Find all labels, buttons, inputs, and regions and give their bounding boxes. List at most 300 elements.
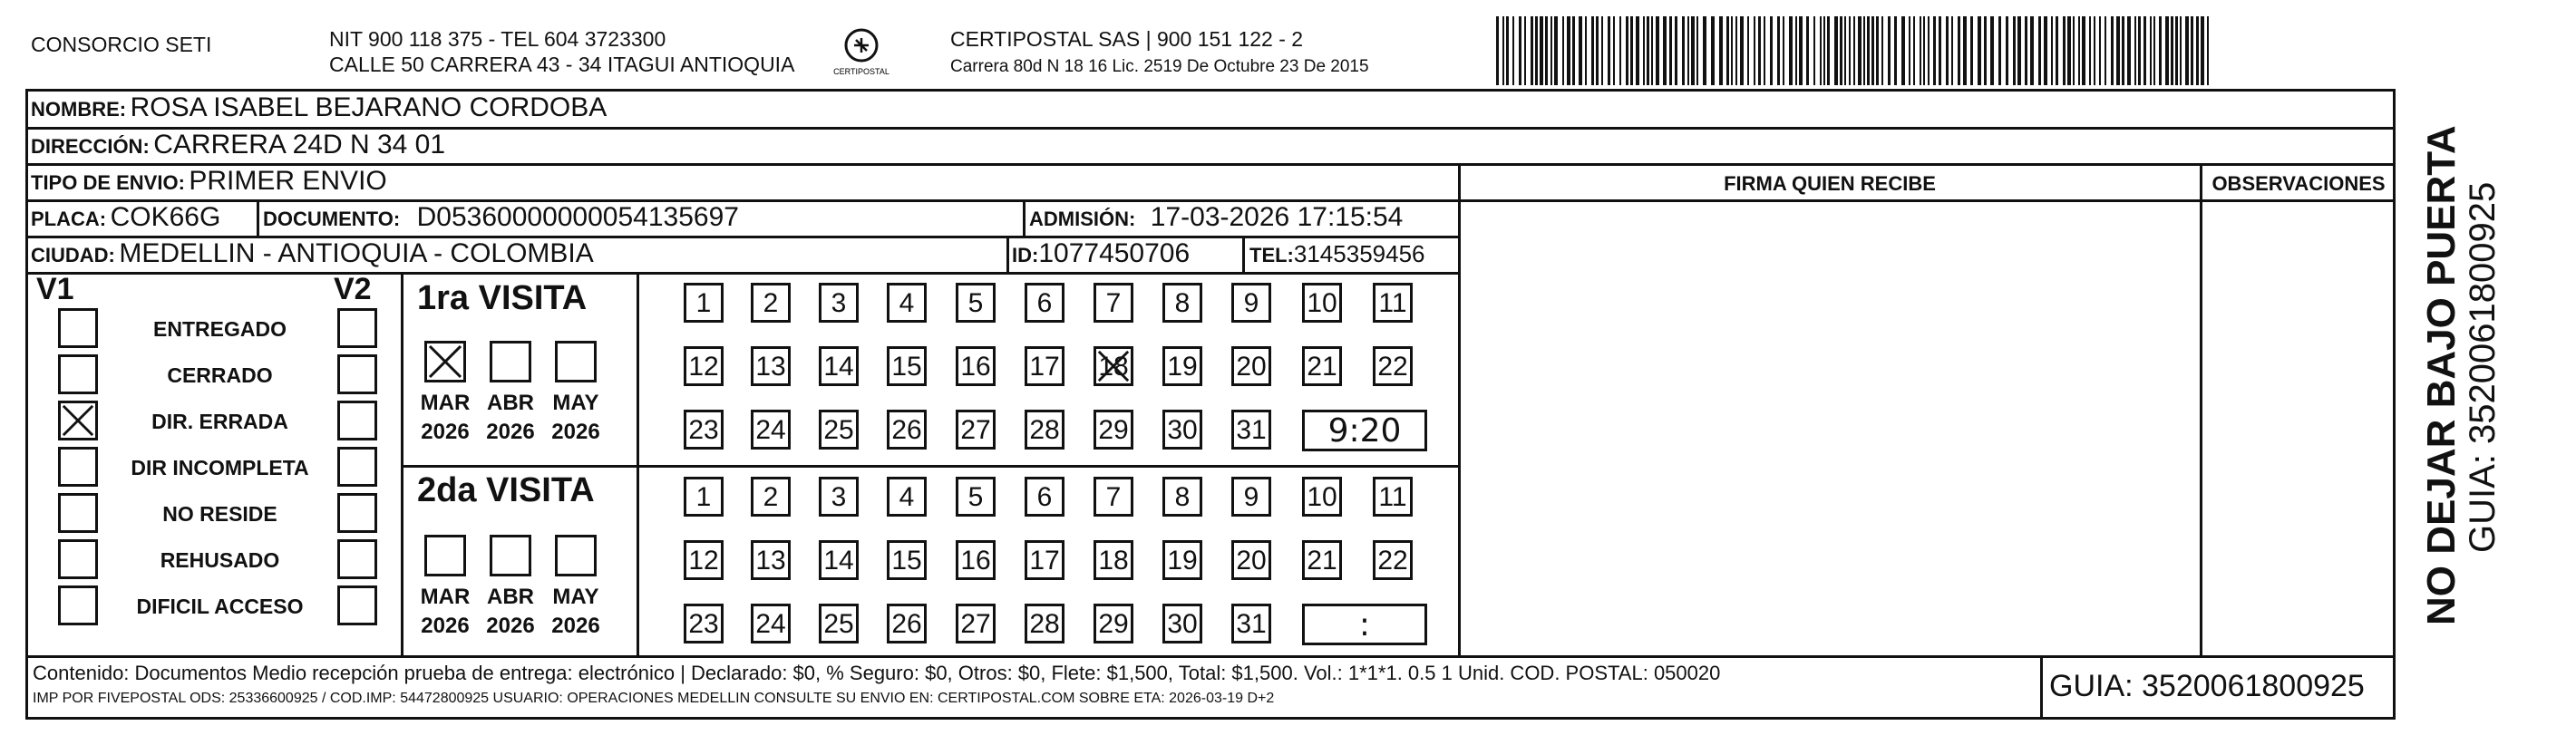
day-checkbox[interactable] bbox=[1373, 283, 1413, 323]
day-checkbox[interactable] bbox=[1025, 604, 1064, 643]
v1-label: V1 bbox=[36, 272, 74, 306]
barcode-bar bbox=[1963, 16, 1967, 85]
documento-label: DOCUMENTO: bbox=[263, 208, 401, 230]
barcode-bar bbox=[1849, 16, 1851, 85]
day-checkbox[interactable] bbox=[887, 604, 927, 643]
day-label: 31 bbox=[1236, 415, 1267, 445]
barcode-bar bbox=[1626, 16, 1628, 85]
barcode-bar bbox=[1881, 16, 1883, 85]
day-checkbox[interactable] bbox=[1231, 477, 1271, 517]
direccion-label: DIRECCIÓN: bbox=[31, 135, 150, 158]
barcode-bar bbox=[2196, 16, 2199, 85]
day-checkbox[interactable] bbox=[819, 604, 859, 643]
day-checkbox[interactable] bbox=[684, 410, 724, 450]
barcode-bar bbox=[1643, 16, 1645, 85]
day-label: 9 bbox=[1243, 482, 1259, 512]
barcode-bar bbox=[2099, 16, 2101, 85]
month-label: MAY bbox=[552, 585, 599, 609]
day-checkbox[interactable] bbox=[1094, 410, 1133, 450]
month-checkbox[interactable] bbox=[490, 341, 531, 382]
day-checkbox[interactable] bbox=[1162, 477, 1202, 517]
barcode-bar bbox=[1579, 16, 1582, 85]
day-label: 2 bbox=[763, 288, 779, 318]
day-checkbox[interactable] bbox=[1162, 540, 1202, 580]
v2-checkbox[interactable] bbox=[337, 401, 377, 440]
v1-checkbox[interactable] bbox=[58, 539, 98, 579]
day-checkbox[interactable] bbox=[956, 283, 996, 323]
barcode-bar bbox=[2138, 16, 2141, 85]
v2-checkbox[interactable] bbox=[337, 447, 377, 487]
month-checkbox[interactable] bbox=[424, 535, 466, 576]
v2-checkbox[interactable] bbox=[337, 539, 377, 579]
certipostal-line: CERTIPOSTAL SAS | 900 151 122 - 2 bbox=[950, 27, 1304, 51]
barcode-bar bbox=[2122, 16, 2124, 85]
barcode-bar bbox=[1506, 16, 1509, 85]
barcode-bar bbox=[2056, 16, 2058, 85]
day-label: 29 bbox=[1098, 609, 1129, 639]
v2-checkbox[interactable] bbox=[337, 585, 377, 625]
barcode-bar bbox=[1939, 16, 1941, 85]
v2-label: V2 bbox=[334, 272, 372, 306]
day-label: 6 bbox=[1036, 288, 1053, 318]
day-label: 20 bbox=[1236, 546, 1267, 576]
v1-checkbox[interactable] bbox=[58, 354, 98, 394]
barcode-bar bbox=[2089, 16, 2091, 85]
barcode-bar bbox=[1970, 16, 1973, 85]
barcode-bar bbox=[1726, 16, 1729, 85]
barcode-bar bbox=[1636, 16, 1639, 85]
year-label: 2026 bbox=[421, 614, 470, 638]
barcode-bar bbox=[1827, 16, 1830, 85]
day-label: 8 bbox=[1174, 482, 1191, 512]
month-label: MAR bbox=[420, 585, 471, 609]
barcode-bar bbox=[1913, 16, 1915, 85]
barcode-bar bbox=[1813, 16, 1815, 85]
day-checkbox[interactable] bbox=[1162, 410, 1202, 450]
barcode-bar bbox=[2134, 16, 2136, 85]
day-label: 3 bbox=[831, 288, 847, 318]
barcode-bar bbox=[1554, 16, 1558, 85]
day-label: 12 bbox=[688, 546, 719, 576]
day-label: 8 bbox=[1174, 288, 1191, 318]
barcode-bar bbox=[2207, 16, 2209, 85]
day-checkbox[interactable] bbox=[1373, 477, 1413, 517]
day-label: 4 bbox=[899, 482, 915, 512]
day-checkbox[interactable] bbox=[1373, 346, 1413, 386]
day-checkbox[interactable] bbox=[1094, 346, 1133, 386]
barcode-bar bbox=[1840, 16, 1842, 85]
id-label: ID: bbox=[1012, 244, 1039, 266]
barcode-bar bbox=[1596, 16, 1599, 85]
day-label: 19 bbox=[1167, 546, 1198, 576]
barcode-bar bbox=[1572, 16, 1575, 85]
barcode-bar bbox=[1871, 16, 1874, 85]
day-label: 27 bbox=[960, 609, 991, 639]
barcode-bar bbox=[2017, 16, 2021, 85]
day-checkbox[interactable] bbox=[1231, 346, 1271, 386]
v1-checkbox[interactable] bbox=[58, 447, 98, 487]
barcode-bar bbox=[2143, 16, 2146, 85]
day-checkbox[interactable] bbox=[684, 540, 724, 580]
status-label: DIR. ERRADA bbox=[151, 410, 288, 433]
day-checkbox[interactable] bbox=[751, 604, 791, 643]
day-label: 24 bbox=[755, 415, 786, 445]
day-checkbox[interactable] bbox=[1231, 604, 1271, 643]
barcode-bar bbox=[2175, 16, 2178, 85]
address-line: CALLE 50 CARRERA 43 - 34 ITAGUI ANTIOQUIA bbox=[329, 53, 795, 76]
barcode-bar bbox=[1853, 16, 1855, 85]
day-checkbox[interactable] bbox=[887, 283, 927, 323]
day-checkbox[interactable] bbox=[1162, 346, 1202, 386]
day-label: 19 bbox=[1167, 352, 1198, 382]
v2-checkbox[interactable] bbox=[337, 308, 377, 348]
day-checkbox[interactable] bbox=[887, 540, 927, 580]
barcode-bar bbox=[2078, 16, 2080, 85]
barcode-bar bbox=[2030, 16, 2034, 85]
day-label: 10 bbox=[1307, 288, 1337, 318]
barcode-bar bbox=[1675, 16, 1677, 85]
day-label: 28 bbox=[1029, 415, 1060, 445]
day-label: 15 bbox=[891, 546, 922, 576]
year-label: 2026 bbox=[486, 420, 535, 444]
day-checkbox[interactable] bbox=[684, 477, 724, 517]
company-name: CONSORCIO SETI bbox=[31, 33, 212, 56]
barcode-bar bbox=[1696, 16, 1698, 85]
barcode-bar bbox=[1691, 16, 1695, 85]
day-checkbox[interactable] bbox=[1302, 540, 1342, 580]
day-checkbox[interactable] bbox=[819, 410, 859, 450]
barcode-bar bbox=[1669, 16, 1672, 85]
day-checkbox[interactable] bbox=[956, 540, 996, 580]
barcode-bar bbox=[2116, 16, 2120, 85]
barcode-bar bbox=[2191, 16, 2193, 85]
day-checkbox[interactable] bbox=[819, 346, 859, 386]
day-checkbox[interactable] bbox=[751, 477, 791, 517]
month-checkbox[interactable] bbox=[490, 535, 531, 576]
day-label: 24 bbox=[755, 609, 786, 639]
day-checkbox[interactable] bbox=[887, 346, 927, 386]
year-label: 2026 bbox=[551, 614, 600, 638]
barcode-bar bbox=[1920, 16, 1921, 85]
day-checkbox[interactable] bbox=[1162, 604, 1202, 643]
barcode-bar bbox=[1608, 16, 1610, 85]
visit2-title: 2da VISITA bbox=[417, 471, 595, 509]
day-label: 18 bbox=[1098, 546, 1129, 576]
month-checkbox[interactable] bbox=[555, 341, 597, 382]
id-value: 1077450706 bbox=[1038, 238, 1191, 268]
tel-value: 3145359456 bbox=[1293, 240, 1425, 267]
barcode-bar bbox=[1844, 16, 1846, 85]
day-checkbox[interactable] bbox=[887, 410, 927, 450]
barcode-bar bbox=[1496, 16, 1499, 85]
day-label: 30 bbox=[1167, 415, 1198, 445]
day-label: 18 bbox=[1098, 352, 1129, 382]
barcode-bar bbox=[1647, 16, 1649, 85]
v1-checkbox[interactable] bbox=[58, 401, 98, 440]
day-checkbox[interactable] bbox=[1373, 540, 1413, 580]
barcode-bar bbox=[1545, 16, 1548, 85]
documento-value: D05360000000054135697 bbox=[416, 202, 739, 232]
v1-checkbox[interactable] bbox=[58, 493, 98, 533]
barcode-bar bbox=[1711, 16, 1715, 85]
day-label: 21 bbox=[1307, 546, 1337, 576]
barcode-bar bbox=[1540, 16, 1543, 85]
barcode-bar bbox=[2013, 16, 2016, 85]
day-checkbox[interactable] bbox=[819, 477, 859, 517]
day-checkbox[interactable] bbox=[1094, 604, 1133, 643]
status-label: ENTREGADO bbox=[153, 317, 287, 341]
day-checkbox[interactable] bbox=[751, 283, 791, 323]
barcode-bar bbox=[2165, 16, 2169, 85]
day-label: 26 bbox=[891, 609, 922, 639]
day-label: 6 bbox=[1036, 482, 1053, 512]
day-checkbox[interactable] bbox=[751, 540, 791, 580]
day-label: 25 bbox=[823, 415, 854, 445]
day-checkbox[interactable] bbox=[684, 346, 724, 386]
barcode-bar bbox=[2111, 16, 2114, 85]
barcode-bar bbox=[1591, 16, 1594, 85]
barcode-bar bbox=[1933, 16, 1936, 85]
v1-checkbox[interactable] bbox=[58, 308, 98, 348]
day-label: 20 bbox=[1236, 352, 1267, 382]
day-label: 28 bbox=[1029, 609, 1060, 639]
tel-row bbox=[1249, 238, 1425, 274]
barcode-bar bbox=[2063, 16, 2066, 85]
barcode-bar bbox=[2153, 16, 2155, 85]
barcode-bar bbox=[1795, 16, 1797, 85]
day-checkbox[interactable] bbox=[1302, 346, 1342, 386]
certipostal-logo bbox=[832, 25, 890, 80]
barcode-bar bbox=[1928, 16, 1930, 85]
barcode-bar bbox=[2180, 16, 2182, 85]
day-checkbox[interactable] bbox=[956, 410, 996, 450]
license-line: Carrera 80d N 18 16 Lic. 2519 De Octubre 23 De 2015 bbox=[950, 57, 1369, 76]
time-field[interactable]: : bbox=[1302, 604, 1427, 645]
nombre-label: NOMBRE: bbox=[31, 98, 127, 121]
ciudad-label: CIUDAD: bbox=[31, 244, 115, 266]
barcode-bar bbox=[1567, 16, 1570, 85]
day-label: 3 bbox=[831, 482, 847, 512]
ciudad-value: MEDELLIN - ANTIOQUIA - COLOMBIA bbox=[119, 238, 594, 268]
barcode-bar bbox=[1901, 16, 1905, 85]
day-label: 11 bbox=[1378, 482, 1407, 512]
day-label: 13 bbox=[755, 546, 786, 576]
barcode bbox=[1496, 16, 2221, 85]
day-label: 11 bbox=[1378, 288, 1407, 318]
status-label: DIR INCOMPLETA bbox=[131, 456, 309, 479]
barcode-bar bbox=[1613, 16, 1615, 85]
firma-header: FIRMA QUIEN RECIBE bbox=[1724, 172, 1936, 195]
tipo-label: TIPO DE ENVIO: bbox=[31, 171, 185, 194]
barcode-bar bbox=[1524, 16, 1526, 85]
year-label: 2026 bbox=[486, 614, 535, 638]
day-label: 23 bbox=[688, 609, 719, 639]
barcode-bar bbox=[2038, 16, 2041, 85]
barcode-bar bbox=[1858, 16, 1862, 85]
barcode-bar bbox=[1740, 16, 1744, 85]
month-checkbox[interactable] bbox=[424, 341, 466, 382]
v1-checkbox[interactable] bbox=[58, 585, 98, 625]
barcode-bar bbox=[1719, 16, 1723, 85]
day-label: 16 bbox=[960, 352, 991, 382]
day-label: 17 bbox=[1029, 546, 1060, 576]
tipo-row bbox=[31, 166, 387, 201]
day-label: 14 bbox=[823, 352, 854, 382]
barcode-bar bbox=[2094, 16, 2095, 85]
day-checkbox[interactable] bbox=[1025, 410, 1064, 450]
barcode-bar bbox=[1687, 16, 1689, 85]
day-label: 23 bbox=[688, 415, 719, 445]
day-checkbox[interactable] bbox=[684, 604, 724, 643]
day-label: 5 bbox=[967, 288, 984, 318]
barcode-bar bbox=[1990, 16, 1994, 85]
barcode-bar bbox=[1867, 16, 1870, 85]
day-checkbox[interactable] bbox=[751, 410, 791, 450]
barcode-bar bbox=[1764, 16, 1765, 85]
barcode-bar bbox=[2127, 16, 2131, 85]
barcode-bar bbox=[1978, 16, 1981, 85]
month-label: ABR bbox=[487, 585, 534, 609]
barcode-bar bbox=[2025, 16, 2027, 85]
day-checkbox[interactable] bbox=[1231, 540, 1271, 580]
v2-checkbox[interactable] bbox=[337, 354, 377, 394]
barcode-bar bbox=[1998, 16, 2001, 85]
barcode-bar bbox=[1535, 16, 1538, 85]
day-checkbox[interactable] bbox=[1094, 540, 1133, 580]
day-checkbox[interactable] bbox=[1231, 283, 1271, 323]
barcode-bar bbox=[1946, 16, 1949, 85]
barcode-bar bbox=[1735, 16, 1737, 85]
direccion-row bbox=[31, 130, 445, 165]
tipo-value: PRIMER ENVIO bbox=[189, 166, 387, 196]
barcode-bar bbox=[1888, 16, 1891, 85]
barcode-bar bbox=[1777, 16, 1780, 85]
documento-row bbox=[263, 202, 739, 237]
barcode-bar bbox=[1731, 16, 1733, 85]
year-label: 2026 bbox=[551, 420, 600, 444]
barcode-bar bbox=[1863, 16, 1865, 85]
barcode-bar bbox=[1984, 16, 1987, 85]
day-checkbox[interactable] bbox=[887, 477, 927, 517]
barcode-bar bbox=[2073, 16, 2075, 85]
nombre-value: ROSA ISABEL BEJARANO CORDOBA bbox=[130, 92, 608, 122]
day-label: 22 bbox=[1377, 546, 1408, 576]
day-label: 5 bbox=[967, 482, 984, 512]
day-checkbox[interactable] bbox=[1302, 283, 1342, 323]
day-label: 21 bbox=[1307, 352, 1337, 382]
month-checkbox[interactable] bbox=[555, 535, 597, 576]
day-checkbox[interactable] bbox=[1025, 283, 1064, 323]
day-label: 22 bbox=[1377, 352, 1408, 382]
barcode-bar bbox=[2159, 16, 2162, 85]
day-label: 29 bbox=[1098, 415, 1129, 445]
barcode-bar bbox=[1806, 16, 1809, 85]
day-checkbox[interactable] bbox=[1094, 477, 1133, 517]
barcode-bar bbox=[2067, 16, 2071, 85]
day-label: 30 bbox=[1167, 609, 1198, 639]
status-label: REHUSADO bbox=[160, 548, 280, 572]
barcode-bar bbox=[1562, 16, 1564, 85]
day-label: 2 bbox=[763, 482, 779, 512]
barcode-bar bbox=[1894, 16, 1897, 85]
barcode-bar bbox=[1585, 16, 1587, 85]
year-label: 2026 bbox=[421, 420, 470, 444]
barcode-bar bbox=[1619, 16, 1621, 85]
day-checkbox[interactable] bbox=[819, 540, 859, 580]
day-checkbox[interactable] bbox=[956, 477, 996, 517]
barcode-bar bbox=[2150, 16, 2152, 85]
barcode-bar bbox=[2105, 16, 2106, 85]
barcode-bar bbox=[1512, 16, 1514, 85]
placa-value: COK66G bbox=[110, 202, 221, 232]
barcode-bar bbox=[1770, 16, 1773, 85]
barcode-bar bbox=[1682, 16, 1685, 85]
day-label: 17 bbox=[1029, 352, 1060, 382]
side-guia: GUIA: 3520061800925 bbox=[2463, 181, 2503, 553]
barcode-bar bbox=[1747, 16, 1749, 85]
day-label: 4 bbox=[899, 288, 915, 318]
v2-checkbox[interactable] bbox=[337, 493, 377, 533]
day-label: 9 bbox=[1243, 288, 1259, 318]
admision-row bbox=[1029, 202, 1403, 237]
nit-line: NIT 900 118 375 - TEL 604 3723300 bbox=[329, 27, 666, 51]
placa-label: PLACA: bbox=[31, 208, 107, 230]
status-label: NO RESIDE bbox=[162, 502, 277, 526]
day-checkbox[interactable] bbox=[956, 604, 996, 643]
day-label: 7 bbox=[1105, 482, 1122, 512]
day-checkbox[interactable] bbox=[684, 283, 724, 323]
barcode-bar bbox=[1799, 16, 1803, 85]
day-label: 13 bbox=[755, 352, 786, 382]
day-checkbox[interactable] bbox=[1025, 346, 1064, 386]
day-checkbox[interactable] bbox=[1302, 477, 1342, 517]
barcode-bar bbox=[2185, 16, 2189, 85]
time-field[interactable]: 9:20 bbox=[1302, 410, 1427, 451]
day-label: 16 bbox=[960, 546, 991, 576]
day-checkbox[interactable] bbox=[751, 346, 791, 386]
day-checkbox[interactable] bbox=[956, 346, 996, 386]
barcode-bar bbox=[1823, 16, 1825, 85]
day-label: 27 bbox=[960, 415, 991, 445]
barcode-bar bbox=[1820, 16, 1822, 85]
day-label: 15 bbox=[891, 352, 922, 382]
status-label: CERRADO bbox=[167, 363, 273, 387]
barcode-bar bbox=[1519, 16, 1521, 85]
barcode-bar bbox=[1651, 16, 1653, 85]
barcode-bar bbox=[1783, 16, 1784, 85]
placa-row bbox=[31, 202, 220, 237]
day-checkbox[interactable] bbox=[1231, 410, 1271, 450]
day-label: 12 bbox=[688, 352, 719, 382]
day-checkbox[interactable] bbox=[1025, 540, 1064, 580]
barcode-bar bbox=[1923, 16, 1925, 85]
nombre-row bbox=[31, 92, 607, 128]
day-label: 10 bbox=[1307, 482, 1337, 512]
day-checkbox[interactable] bbox=[819, 283, 859, 323]
barcode-bar bbox=[1754, 16, 1755, 85]
day-checkbox[interactable] bbox=[1025, 477, 1064, 517]
barcode-bar bbox=[1531, 16, 1533, 85]
footer-content-line: Contenido: Documentos Medio recepción prueba de entrega: electrónico | Declarado: $0, % Seguro: $0, Otros: $0, Flete: $1,500, Total: $1,500. Vol.: 1*1*1. 0.5 1 Unid. COD. POSTAL: 050020 bbox=[33, 662, 1721, 684]
barcode-bar bbox=[1834, 16, 1838, 85]
day-checkbox[interactable] bbox=[1094, 283, 1133, 323]
barcode-bar bbox=[1601, 16, 1603, 85]
visit1-title: 1ra VISITA bbox=[417, 279, 588, 317]
day-checkbox[interactable] bbox=[1162, 283, 1202, 323]
barcode-bar bbox=[1876, 16, 1879, 85]
day-label: 1 bbox=[695, 482, 712, 512]
ciudad-row bbox=[31, 238, 594, 274]
